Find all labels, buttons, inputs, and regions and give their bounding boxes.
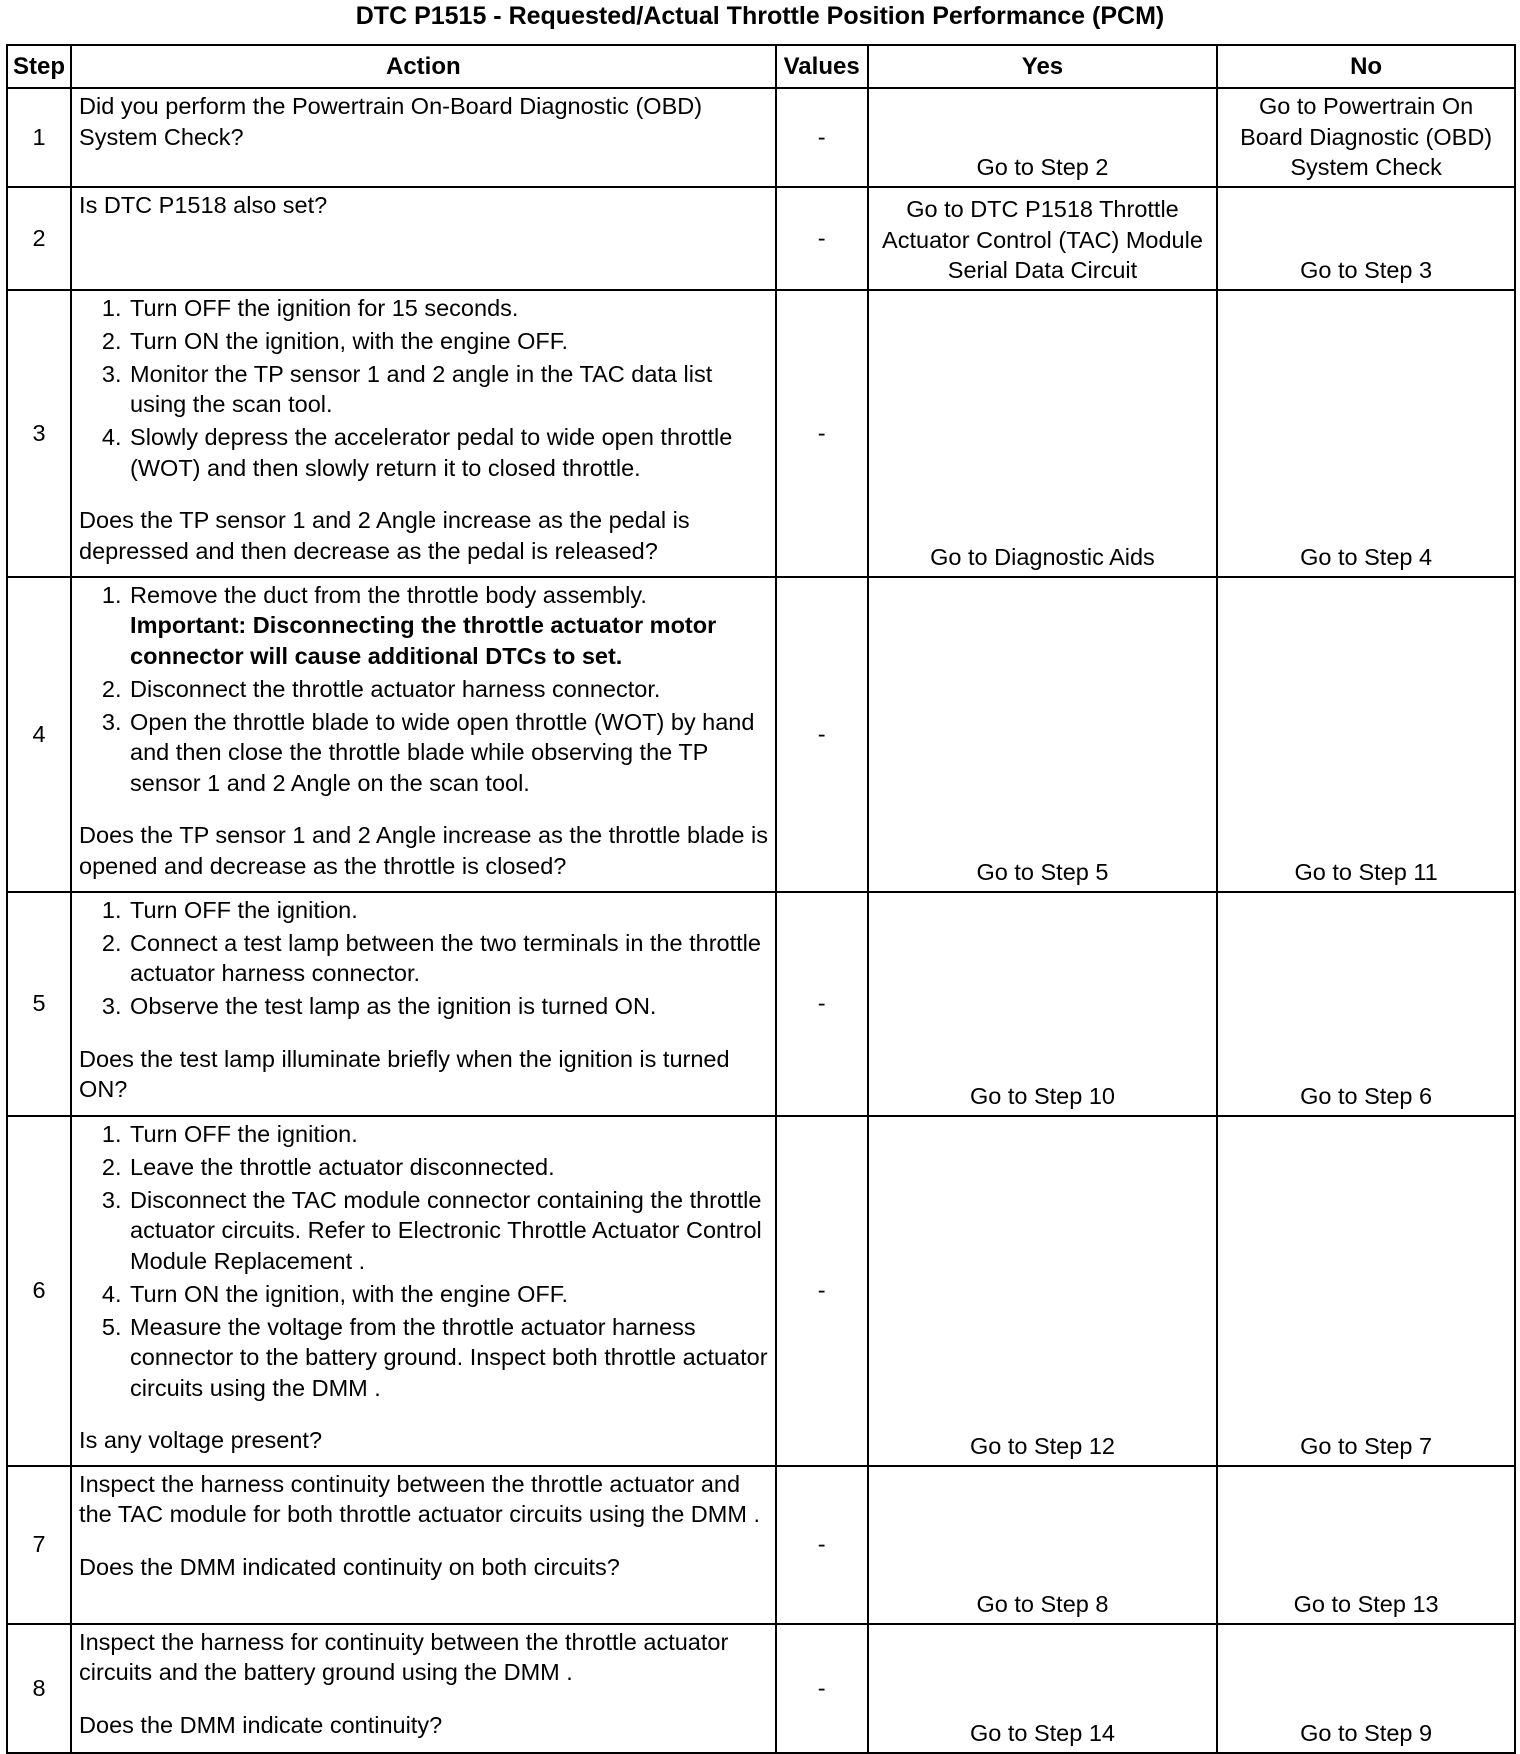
- values-cell: -: [776, 187, 868, 290]
- list-item: [128, 580, 771, 672]
- header-action: Action: [71, 45, 776, 88]
- no-cell: Go to Step 13: [1217, 1466, 1515, 1624]
- list-item: 1. Turn OFF the ignition for 15 seconds.: [128, 293, 771, 324]
- values-cell: -: [776, 577, 868, 892]
- no-cell: Go to Step 4: [1217, 290, 1515, 577]
- action-text: Inspect the harness continuity between the throttle actuator and the TAC module for both throttle actuator circuits using the DMM .: [79, 1470, 760, 1527]
- step-number: 7: [7, 1466, 71, 1624]
- yes-cell: Go to DTC P1518 Throttle Actuator Control (TAC) Module Serial Data Circuit: [868, 187, 1217, 290]
- question-text: Is any voltage present?: [79, 1427, 323, 1453]
- question-text: Does the DMM indicated continuity on both circuits?: [79, 1553, 620, 1580]
- action-cell: [71, 1466, 776, 1624]
- step-number: 1: [7, 88, 71, 187]
- step-number: 2: [7, 187, 71, 290]
- no-cell: Go to Powertrain On Board Diagnostic (OBD) System Check: [1217, 88, 1515, 187]
- header-step: Step: [7, 45, 71, 88]
- page-title: DTC P1515 - Requested/Actual Throttle Position Performance (PCM): [355, 2, 1165, 30]
- question-text: Does the test lamp illuminate briefly when the ignition is turned ON?: [79, 1045, 730, 1102]
- action-text: Did you perform the Powertrain On-Board Diagnostic (OBD) System Check?: [79, 93, 703, 150]
- list-item: 2. Connect a test lamp between the two terminals in the throttle actuator harness connector.: [128, 928, 771, 989]
- diagnostic-table: [6, 44, 1516, 1754]
- yes-cell: Go to Step 2: [868, 88, 1217, 187]
- no-cell: Go to Step 3: [1217, 187, 1515, 290]
- table-row: [7, 892, 1515, 1116]
- step-number: 6: [7, 1116, 71, 1466]
- table-row: [7, 1466, 1515, 1624]
- question-text: Does the TP sensor 1 and 2 Angle increase as the throttle blade is opened and decrease as the throttle is closed?: [79, 822, 768, 879]
- procedure-list: [79, 1119, 771, 1404]
- list-item: 3. Monitor the TP sensor 1 and 2 angle in the TAC data list using the scan tool.: [128, 359, 771, 420]
- yes-cell: Go to Diagnostic Aids: [868, 290, 1217, 577]
- header-values: Values: [776, 45, 868, 88]
- values-cell: -: [776, 1116, 868, 1466]
- list-item: 2. Leave the throttle actuator disconnected.: [128, 1152, 771, 1183]
- values-cell: -: [776, 88, 868, 187]
- values-cell: -: [776, 1466, 868, 1624]
- action-cell: [71, 1116, 776, 1466]
- procedure-list: [79, 293, 771, 484]
- list-item: 3. Open the throttle blade to wide open throttle (WOT) by hand and then close the throttle blade while observing the TP sensor 1 and 2 Angle on the scan tool.: [128, 707, 771, 799]
- question-text: Does the DMM indicate continuity?: [79, 1711, 443, 1738]
- no-cell: Go to Step 9: [1217, 1624, 1515, 1753]
- list-item: 2. Disconnect the throttle actuator harness connector.: [128, 674, 771, 705]
- header-yes: Yes: [868, 45, 1217, 88]
- action-cell: [71, 892, 776, 1116]
- step-number: 3: [7, 290, 71, 577]
- yes-cell: Go to Step 10: [868, 892, 1217, 1116]
- no-cell: Go to Step 6: [1217, 892, 1515, 1116]
- header-no: No: [1217, 45, 1515, 88]
- no-cell: Go to Step 11: [1217, 577, 1515, 892]
- action-cell: [71, 290, 776, 577]
- list-item-text: Remove the duct from the throttle body assembly.: [130, 581, 647, 608]
- list-item: 3. Disconnect the TAC module connector containing the throttle actuator circuits. Refer to Electronic Throttle Actuator Control Module Replacement .: [128, 1185, 771, 1277]
- list-item: 4. Slowly depress the accelerator pedal to wide open throttle (WOT) and then slowly return it to closed throttle.: [128, 422, 771, 483]
- list-item: 4. Turn ON the ignition, with the engine OFF.: [128, 1279, 771, 1310]
- action-cell: [71, 1624, 776, 1753]
- table-row: [7, 290, 1515, 577]
- procedure-list: [79, 580, 771, 799]
- question-text: Does the TP sensor 1 and 2 Angle increase as the pedal is depressed and then decrease as the pedal is released?: [79, 507, 690, 564]
- list-item: 3. Observe the test lamp as the ignition is turned ON.: [128, 991, 771, 1022]
- header-row: [7, 45, 1515, 88]
- table-row: [7, 1624, 1515, 1753]
- yes-cell: Go to Step 5: [868, 577, 1217, 892]
- table-row: [7, 577, 1515, 892]
- list-item: 2. Turn ON the ignition, with the engine OFF.: [128, 326, 771, 357]
- action-cell: [71, 88, 776, 187]
- list-item: 1. Turn OFF the ignition.: [128, 895, 771, 926]
- values-cell: -: [776, 1624, 868, 1753]
- table-row: [7, 1116, 1515, 1466]
- step-number: 5: [7, 892, 71, 1116]
- yes-cell: Go to Step 8: [868, 1466, 1217, 1624]
- values-cell: -: [776, 290, 868, 577]
- action-cell: [71, 187, 776, 290]
- step-number: 8: [7, 1624, 71, 1753]
- list-item: 5. Measure the voltage from the throttle actuator harness connector to the battery ground. Inspect both throttle actuator circuits using the DMM .: [128, 1312, 771, 1404]
- values-cell: -: [776, 892, 868, 1116]
- list-item: 1. Turn OFF the ignition.: [128, 1119, 771, 1150]
- table-row: [7, 187, 1515, 290]
- step-number: 4: [7, 577, 71, 892]
- yes-cell: Go to Step 14: [868, 1624, 1217, 1753]
- procedure-list: [79, 895, 771, 1022]
- action-text: Is DTC P1518 also set?: [79, 191, 328, 218]
- important-note: Important: Disconnecting the throttle actuator motor connector will cause additional DTCs to set.: [130, 612, 717, 669]
- no-cell: Go to Step 7: [1217, 1116, 1515, 1466]
- table-row: [7, 88, 1515, 187]
- action-cell: [71, 577, 776, 892]
- action-text: Inspect the harness for continuity between the throttle actuator circuits and the battery ground using the DMM .: [79, 1628, 729, 1685]
- yes-cell: Go to Step 12: [868, 1116, 1217, 1466]
